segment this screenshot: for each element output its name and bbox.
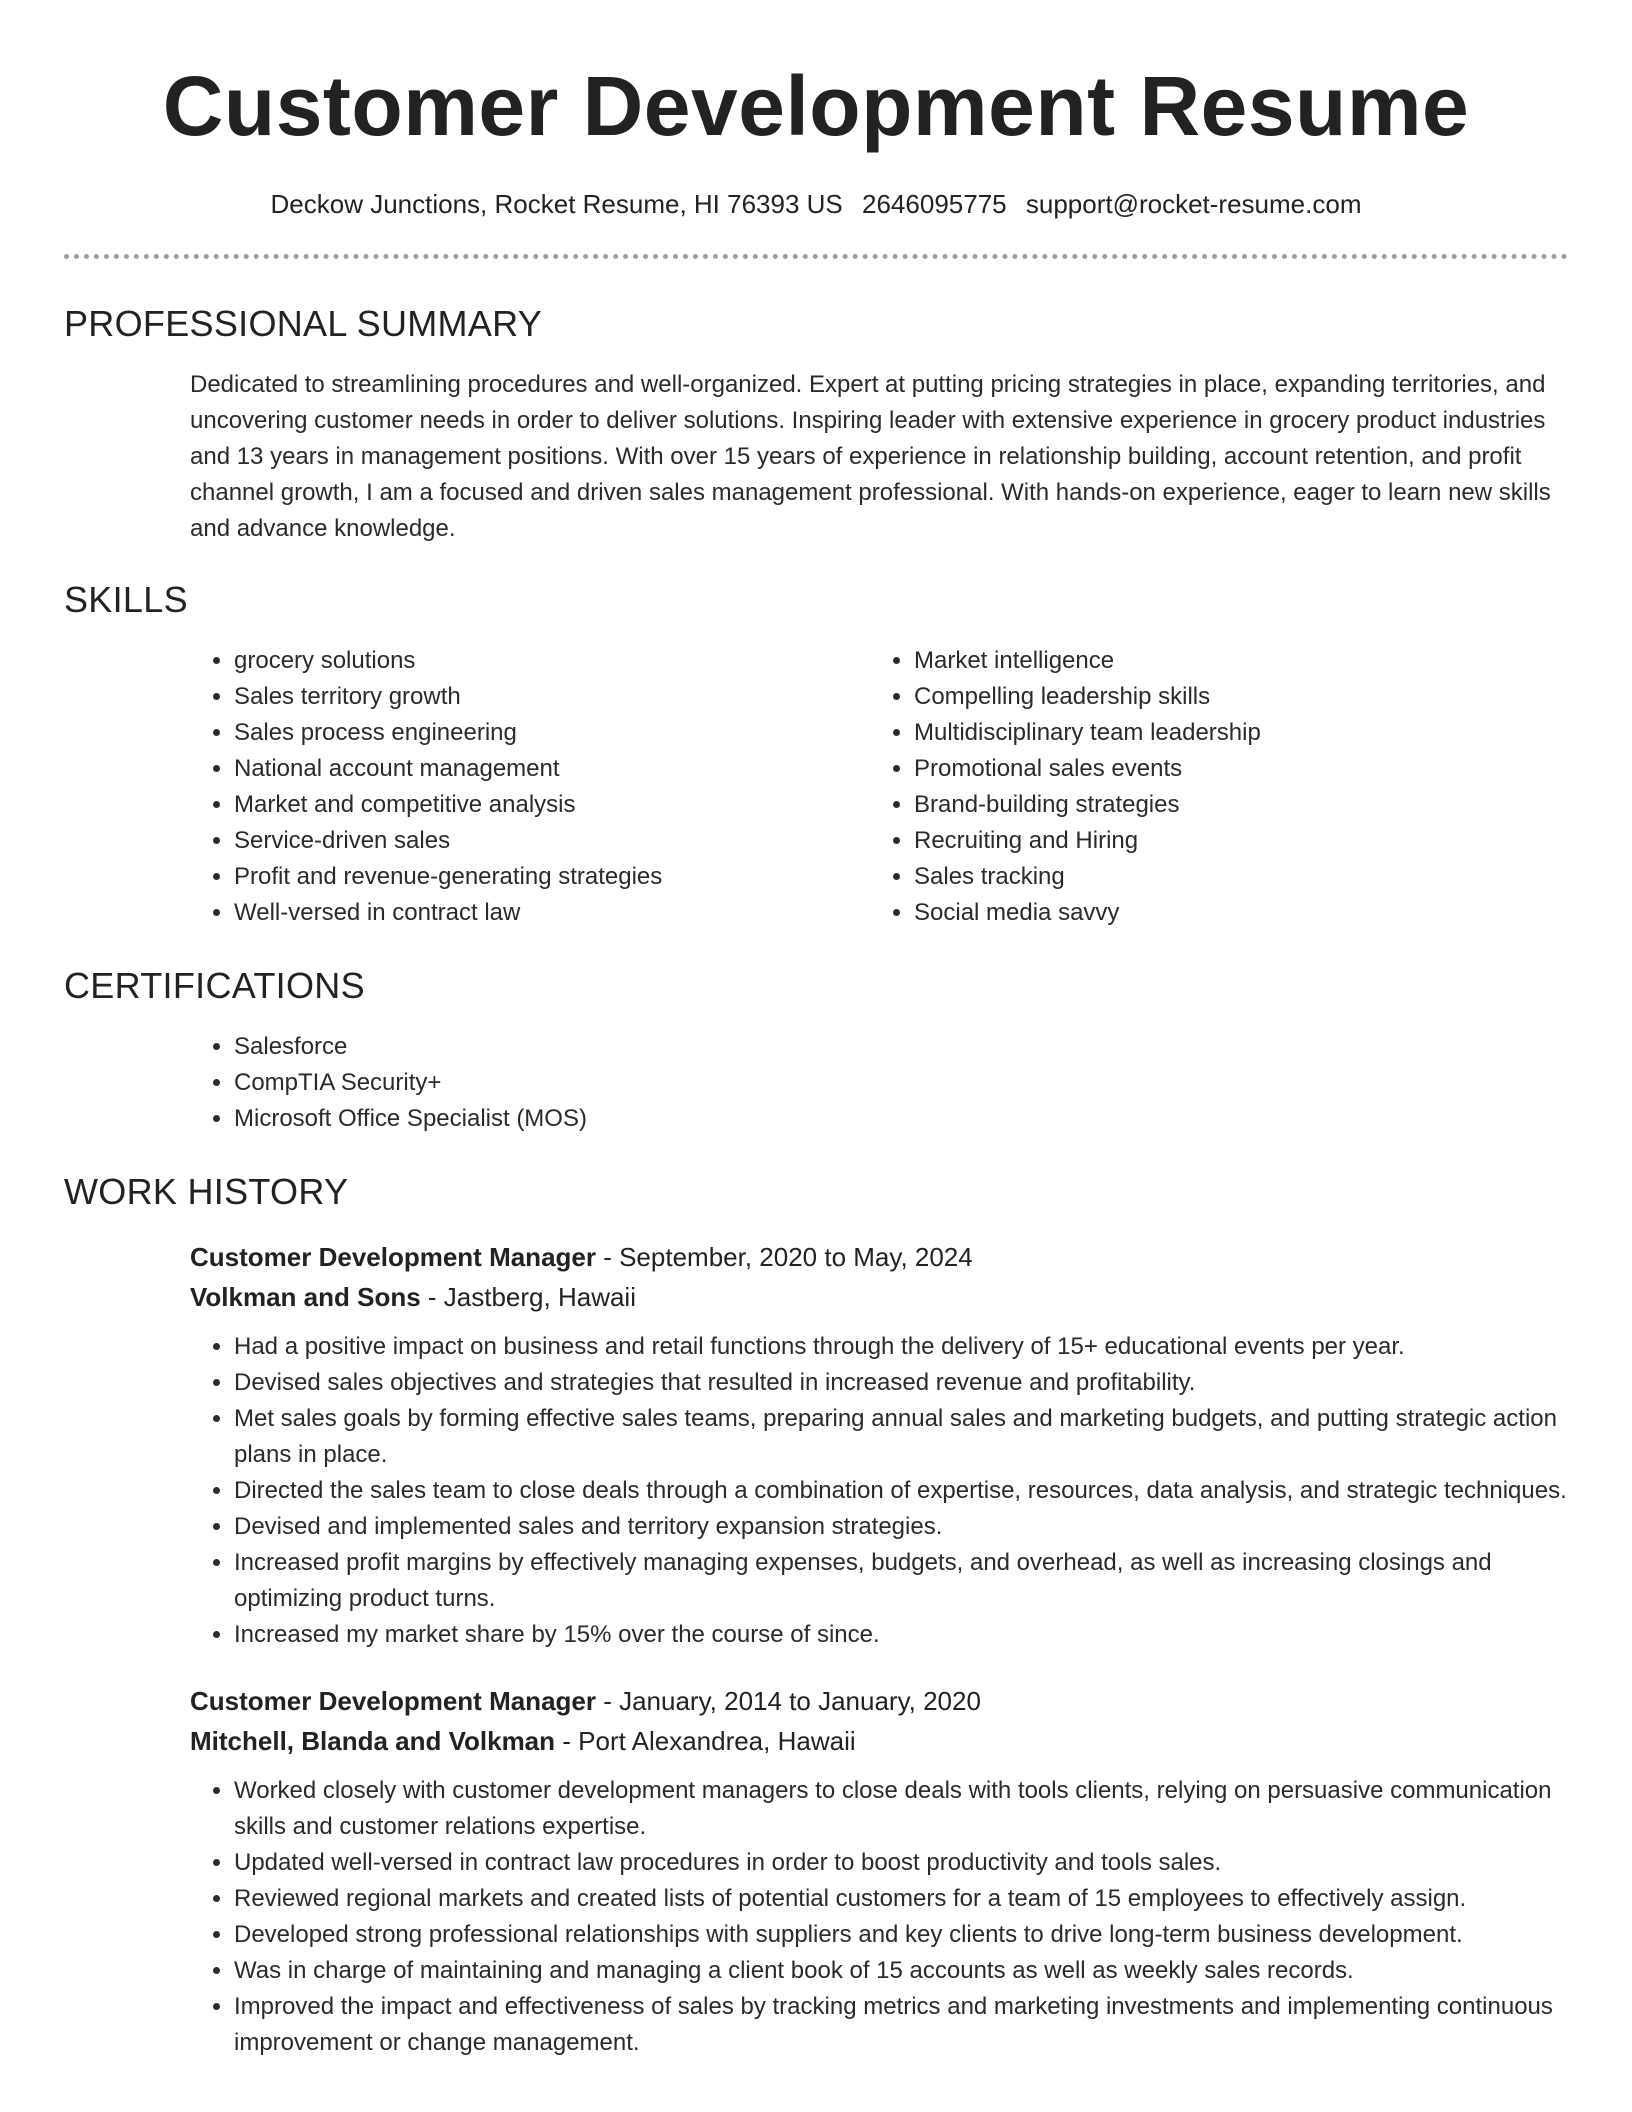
skill-item: • Market and competitive analysis xyxy=(234,787,870,823)
skill-item: • Sales tracking xyxy=(914,859,1550,895)
job-bullet: • Devised and implemented sales and territory expansion strategies. xyxy=(234,1509,1568,1545)
certifications-list xyxy=(190,1029,1568,1137)
job-location: - Jastberg, Hawaii xyxy=(420,1282,636,1312)
job-bullet: • Improved the impact and effectiveness of sales by tracking metrics and marketing investments and implementing continuous improvement or change management. xyxy=(234,1989,1568,2061)
summary-text: Dedicated to streamlining procedures and well-organized. Expert at putting pricing strategies in place, expanding territories, and uncovering customer needs in order to deliver solutions. Inspiring leader with extensive experience in grocery product industries and 13 years in management positions. With over 15 years of experience in relationship building, account retention, and profit channel growth, I am a focused and driven sales management professional. With hands-on experience, eager to learn new skills and advance knowledge. xyxy=(190,371,1551,542)
section-heading-summary: PROFESSIONAL SUMMARY xyxy=(64,303,543,344)
section-heading-certifications: CERTIFICATIONS xyxy=(64,965,365,1006)
skill-item: • Sales process engineering xyxy=(234,715,870,751)
skill-item: • Compelling leadership skills xyxy=(914,679,1550,715)
job-bullet: • Met sales goals by forming effective sales teams, preparing annual sales and marketing budgets, and putting strategic action plans in place. xyxy=(234,1401,1568,1473)
skills-column-right xyxy=(870,643,1550,931)
job-company: Mitchell, Blanda and Volkman xyxy=(190,1726,556,1756)
job-entry xyxy=(190,1681,1568,2061)
skills-list-left xyxy=(190,643,870,931)
contact-address: Deckow Junctions, Rocket Resume, HI 76393 US xyxy=(270,189,843,219)
job-company-line xyxy=(190,1277,1568,1317)
skill-item: • National account management xyxy=(234,751,870,787)
skill-item: • Sales territory growth xyxy=(234,679,870,715)
job-title-line xyxy=(190,1681,1568,1721)
job-bullet: • Devised sales objectives and strategies that resulted in increased revenue and profitability. xyxy=(234,1365,1568,1401)
job-company: Volkman and Sons xyxy=(190,1282,421,1312)
job-dates: - September, 2020 to May, 2024 xyxy=(595,1242,973,1272)
job-title: Customer Development Manager xyxy=(190,1242,596,1272)
certifications-list-wrap xyxy=(190,1029,1568,1137)
job-bullet: • Reviewed regional markets and created lists of potential customers for a team of 15 employees to effectively assign. xyxy=(234,1881,1568,1917)
skill-item: • Well-versed in contract law xyxy=(234,895,870,931)
skill-item: • Recruiting and Hiring xyxy=(914,823,1550,859)
job-bullet: • Developed strong professional relationships with suppliers and key clients to drive long-term business development. xyxy=(234,1917,1568,1953)
job-bullet: • Increased profit margins by effectively managing expenses, budgets, and overhead, as well as increasing closings and optimizing product turns. xyxy=(234,1545,1568,1617)
job-bullet: • Was in charge of maintaining and managing a client book of 15 accounts as well as weekly sales records. xyxy=(234,1953,1568,1989)
job-entry xyxy=(190,1237,1568,1653)
skills-section xyxy=(64,579,1568,931)
skill-item: • Promotional sales events xyxy=(914,751,1550,787)
job-bullets xyxy=(190,1329,1568,1653)
section-heading-work-history: WORK HISTORY xyxy=(64,1171,349,1212)
skill-item: • Multidisciplinary team leadership xyxy=(914,715,1550,751)
contact-email: support@rocket-resume.com xyxy=(1025,189,1362,219)
job-title-line xyxy=(190,1237,1568,1277)
contact-phone: 2646095775 xyxy=(862,189,1007,219)
work-history-section xyxy=(64,1171,1568,2061)
header-divider xyxy=(64,254,1568,259)
skill-item: • Market intelligence xyxy=(914,643,1550,679)
skills-list-right xyxy=(870,643,1550,931)
certification-item: • Salesforce xyxy=(234,1029,1568,1065)
contact-line xyxy=(64,188,1568,220)
section-heading-skills: SKILLS xyxy=(64,579,188,620)
skill-item: • Profit and revenue-generating strategies xyxy=(234,859,870,895)
job-dates: - January, 2014 to January, 2020 xyxy=(595,1686,981,1716)
job-title: Customer Development Manager xyxy=(190,1686,596,1716)
job-location: - Port Alexandrea, Hawaii xyxy=(555,1726,856,1756)
professional-summary-section xyxy=(64,303,1568,547)
skills-column-left xyxy=(190,643,870,931)
job-bullets xyxy=(190,1773,1568,2061)
skills-columns xyxy=(190,643,1568,931)
skill-item: • Brand-building strategies xyxy=(914,787,1550,823)
job-bullet: • Had a positive impact on business and retail functions through the delivery of 15+ educational events per year. xyxy=(234,1329,1568,1365)
job-bullet: • Updated well-versed in contract law procedures in order to boost productivity and tools sales. xyxy=(234,1845,1568,1881)
certifications-section xyxy=(64,965,1568,1137)
job-bullet: • Directed the sales team to close deals through a combination of expertise, resources, data analysis, and strategic techniques. xyxy=(234,1473,1568,1509)
skill-item: • Service-driven sales xyxy=(234,823,870,859)
certification-item: • CompTIA Security+ xyxy=(234,1065,1568,1101)
job-company-line xyxy=(190,1721,1568,1761)
skill-item: • grocery solutions xyxy=(234,643,870,679)
job-bullet: • Worked closely with customer development managers to close deals with tools clients, relying on persuasive communication skills and customer relations expertise. xyxy=(234,1773,1568,1845)
resume-title: Customer Development Resume xyxy=(162,59,1470,153)
job-bullet: • Increased my market share by 15% over the course of since. xyxy=(234,1617,1568,1653)
certification-item: • Microsoft Office Specialist (MOS) xyxy=(234,1101,1568,1137)
skill-item: • Social media savvy xyxy=(914,895,1550,931)
